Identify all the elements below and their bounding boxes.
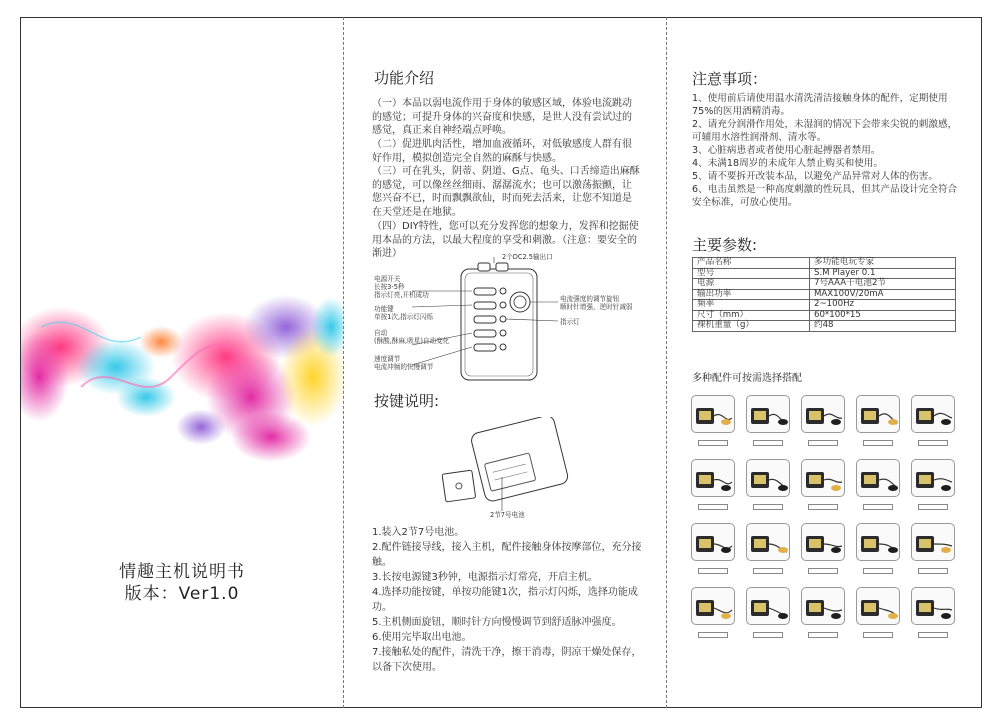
- accessory-item: [801, 523, 845, 579]
- accessory-item: [911, 459, 955, 515]
- version-label: 版本：Ver1.0: [124, 584, 240, 604]
- table-row: 电源 7号AAA干电池2节: [693, 279, 956, 290]
- accessory-item: [856, 523, 900, 579]
- battery-diagram: [434, 417, 584, 522]
- note-5: 5、请不要拆开改装本品，以避免产品异常对人体的伤害。: [692, 171, 938, 182]
- accessory-label-box: [698, 568, 728, 574]
- step-5: 5.主机侧面旋钮，顺时针方向慢慢调节到舒适脉冲强度。: [372, 617, 622, 628]
- accessory-image: [911, 523, 955, 561]
- cover-panel: [21, 17, 343, 708]
- accessory-image: [911, 459, 955, 497]
- dc-port-label: 2个DC2.5输出口: [502, 253, 553, 261]
- function-heading: 功能介绍: [374, 69, 435, 87]
- knob-label: 电流强度的调节旋钮 顺时针增强，逆时针减弱: [560, 295, 633, 311]
- accessories-grid: [691, 395, 971, 665]
- note-6: 6、电击虽然是一种高度刺激的性玩具，但其产品设计完全符合安全标准，可放心使用。: [692, 184, 958, 208]
- accessory-label-box: [753, 440, 783, 446]
- accessory-item: [691, 459, 735, 515]
- accessory-label-box: [753, 504, 783, 510]
- note-4: 4、未满18周岁的未成年人禁止购买和使用。: [692, 158, 883, 169]
- accessory-item: [801, 395, 845, 451]
- table-row: 频率 2~100Hz: [693, 300, 956, 311]
- ink-smoke-illustration: [21, 267, 343, 487]
- accessory-item: [856, 587, 900, 643]
- accessory-image: [856, 523, 900, 561]
- note-1: 1、使用前后请使用温水清洗清洁接触身体的配件，定期使用75%的医用酒精消毒。: [692, 93, 948, 117]
- step-1: 1.装入2节7号电池。: [372, 527, 465, 538]
- function-paragraph-3: （三）可在乳头，阴蒂、阴道、G点、龟头、口舌缔造出麻酥的感觉，可以像丝丝细雨、潺潺流水；也可以激荡振颤，让您兴奋不已，时而飘飘欲仙，时而死去活来，让您不知道是在天堂还是在地狱。: [372, 166, 640, 218]
- accessory-image: [691, 395, 735, 433]
- step-2: 2.配件链接导线，接入主机，配件接触身体按摩部位，充分接触。: [372, 542, 642, 568]
- note-2: 2、请充分润滑作用处，未湿润的情况下会带来尖锐的刺激感，可辅用水溶性润滑剂、清水等。: [692, 119, 958, 143]
- manual-title: 情趣主机说明书: [119, 562, 245, 582]
- keys-heading: 按键说明:: [374, 392, 440, 410]
- accessory-image: [801, 587, 845, 625]
- table-row: 输出功率 MAX100V/20mA: [693, 289, 956, 300]
- function-key-label: 功能键 单按1次,指示灯闪烁: [374, 305, 434, 321]
- step-7: 7.接触私处的配件，清洗干净，擦干消毒，阴凉干燥处保存，以备下次使用。: [372, 647, 642, 673]
- accessory-image: [691, 523, 735, 561]
- accessory-item: [691, 523, 735, 579]
- function-paragraph-2: （二）促进肌肉活性，增加血液循环，对低敏感度人群有很好作用，模拟创造完全自然的麻酥与快感。: [372, 139, 632, 164]
- accessory-label-box: [918, 632, 948, 638]
- step-3: 3.长按电源键3秒钟，电源指示灯常亮，开启主机。: [372, 572, 598, 583]
- table-row: 尺寸（mm） 60*100*15: [693, 310, 956, 321]
- accessory-image: [746, 523, 790, 561]
- accessories-heading: 多种配件可按需选择搭配: [692, 373, 802, 384]
- accessory-label-box: [918, 440, 948, 446]
- accessory-label-box: [698, 632, 728, 638]
- function-paragraph-1: （一）本品以弱电流作用于身体的敏感区域，体验电流跳动的感觉；可提升身体的兴奋度和快感，是世人没有尝试过的感觉，真正来自神经端点呼唤。: [372, 98, 632, 137]
- accessory-label-box: [808, 440, 838, 446]
- function-panel: [344, 17, 666, 708]
- accessory-label-box: [698, 440, 728, 446]
- accessory-label-box: [918, 568, 948, 574]
- params-heading: 主要参数:: [692, 236, 758, 254]
- accessory-image: [746, 587, 790, 625]
- accessory-label-box: [863, 504, 893, 510]
- table-row: 裸机重量（g） 约48: [693, 321, 956, 332]
- accessory-item: [691, 587, 735, 643]
- accessory-label-box: [863, 568, 893, 574]
- speed-label: 速度调节 电流冲频的快慢调节: [374, 355, 434, 371]
- accessory-item: [746, 459, 790, 515]
- accessory-image: [691, 459, 735, 497]
- accessory-image: [746, 459, 790, 497]
- accessory-label-box: [753, 568, 783, 574]
- step-4: 4.选择功能按键，单按功能键1次，指示灯闪烁，选择功能成功。: [372, 587, 638, 613]
- battery-label: 2节7号电池: [490, 511, 525, 519]
- accessory-item: [691, 395, 735, 451]
- accessory-image: [856, 459, 900, 497]
- params-table: [692, 257, 956, 332]
- accessory-item: [801, 587, 845, 643]
- accessory-item: [746, 587, 790, 643]
- accessory-item: [801, 459, 845, 515]
- accessory-label-box: [863, 632, 893, 638]
- accessory-label-box: [698, 504, 728, 510]
- notes-heading: 注意事项：: [692, 70, 768, 88]
- indicator-label: 指示灯: [560, 318, 580, 326]
- accessory-image: [856, 587, 900, 625]
- accessory-image: [746, 395, 790, 433]
- accessory-image: [856, 395, 900, 433]
- accessory-item: [746, 395, 790, 451]
- notes-panel: [667, 17, 982, 708]
- accessory-item: [911, 587, 955, 643]
- function-paragraph-4: （四）DIY特性，您可以充分发挥您的想象力，发挥和挖掘使用本品的方法，以最大程度的享受和刺激。（注意：要安全的渐进）: [372, 221, 639, 260]
- table-row: 产品名称 多功能电玩专家: [693, 258, 956, 269]
- accessory-image: [801, 395, 845, 433]
- accessory-label-box: [918, 504, 948, 510]
- accessory-image: [801, 523, 845, 561]
- accessory-item: [746, 523, 790, 579]
- accessory-label-box: [808, 504, 838, 510]
- table-row: 型号 S.M Player 0.1: [693, 268, 956, 279]
- accessory-label-box: [753, 632, 783, 638]
- accessory-label-box: [863, 440, 893, 446]
- accessory-image: [801, 459, 845, 497]
- accessory-image: [911, 587, 955, 625]
- accessory-item: [911, 395, 955, 451]
- accessory-image: [691, 587, 735, 625]
- accessory-item: [911, 523, 955, 579]
- power-switch-label: 电源开关 长按3-5秒 指示灯亮,开机成功: [374, 275, 429, 299]
- accessory-label-box: [808, 568, 838, 574]
- note-3: 3、心脏病患者或者使用心脏起搏器者禁用。: [692, 145, 881, 156]
- accessory-item: [856, 459, 900, 515]
- accessory-item: [856, 395, 900, 451]
- accessory-image: [911, 395, 955, 433]
- step-6: 6.使用完毕取出电池。: [372, 632, 472, 643]
- accessory-label-box: [808, 632, 838, 638]
- auto-mode-label: 自动 (酥酸,酥麻,吸星)自动变化: [374, 329, 450, 345]
